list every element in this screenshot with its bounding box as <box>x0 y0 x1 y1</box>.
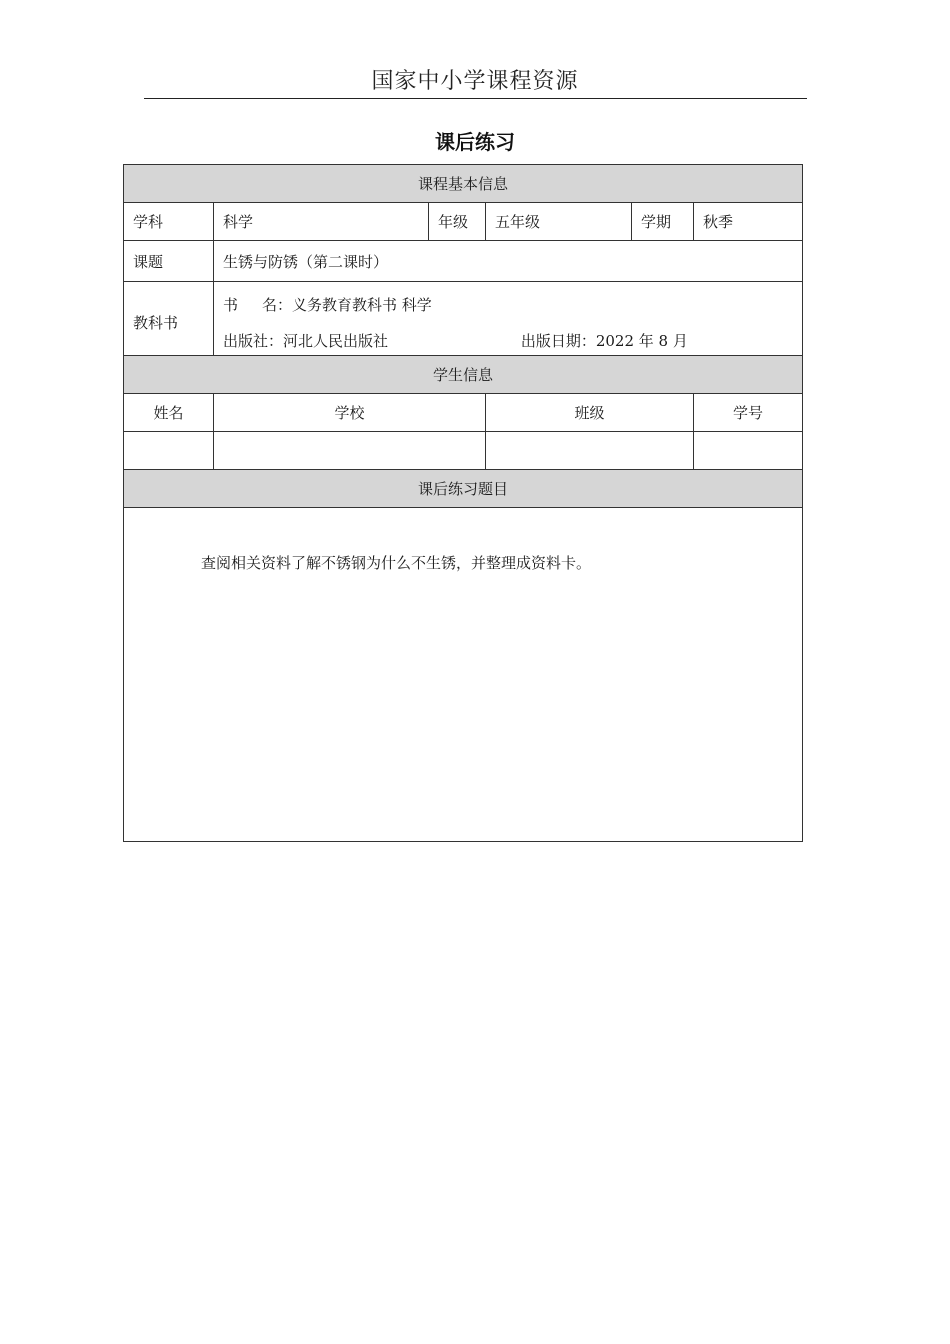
publisher-label: 出版社： <box>223 331 284 350</box>
book-name-line <box>223 295 793 315</box>
student-columns-row <box>124 394 803 432</box>
publisher-value: 河北人民出版社 <box>283 331 389 350</box>
pub-date-label: 出版日期： <box>520 331 596 350</box>
textbook-label-cell <box>124 282 214 356</box>
publisher-line <box>223 331 793 351</box>
book-name-value: 义务教育教科书 科学 <box>292 295 432 314</box>
document-title: 课后练习 <box>435 130 515 154</box>
exercise-content-cell <box>124 508 803 842</box>
exercise-question: 查阅相关资料了解不锈钢为什么不生锈，并整理成资料卡。 <box>201 554 592 572</box>
course-info-header-row <box>124 165 803 203</box>
pub-date-value: 2022 年 8 月 <box>595 331 688 350</box>
exercise-content-row <box>124 508 803 842</box>
term-label: 学期 <box>632 203 694 241</box>
book-name-label-b: 名： <box>262 295 293 314</box>
student-info-section-title: 学生信息 <box>124 356 803 394</box>
exercise-section-title: 课后练习题目 <box>124 470 803 508</box>
course-info-section-title: 课程基本信息 <box>124 165 803 203</box>
publication-date <box>521 331 688 351</box>
student-name-header: 姓名 <box>124 394 214 432</box>
student-class-field[interactable] <box>486 432 694 470</box>
exercise-sheet-table <box>123 164 803 842</box>
student-number-field[interactable] <box>694 432 803 470</box>
subject-value: 科学 <box>214 203 429 241</box>
topic-value: 生锈与防锈（第二课时） <box>214 241 803 282</box>
student-school-field[interactable] <box>214 432 486 470</box>
student-number-header: 学号 <box>694 394 803 432</box>
student-info-header-row <box>124 356 803 394</box>
header-title: 国家中小学课程资源 <box>371 69 579 94</box>
student-values-row <box>124 432 803 470</box>
exercise-header-row <box>124 470 803 508</box>
subject-label: 学科 <box>124 203 214 241</box>
term-value: 秋季 <box>694 203 803 241</box>
textbook-details <box>214 282 803 356</box>
topic-label: 课题 <box>124 241 214 282</box>
student-class-header: 班级 <box>486 394 694 432</box>
textbook-label: 教科书 <box>133 313 179 332</box>
grade-label: 年级 <box>429 203 486 241</box>
book-name-label-a: 书 <box>223 295 239 314</box>
student-name-field[interactable] <box>124 432 214 470</box>
grade-value: 五年级 <box>486 203 632 241</box>
header-divider <box>144 98 807 99</box>
student-school-header: 学校 <box>214 394 486 432</box>
topic-row <box>124 241 803 282</box>
textbook-row <box>124 282 803 356</box>
subject-row <box>124 203 803 241</box>
